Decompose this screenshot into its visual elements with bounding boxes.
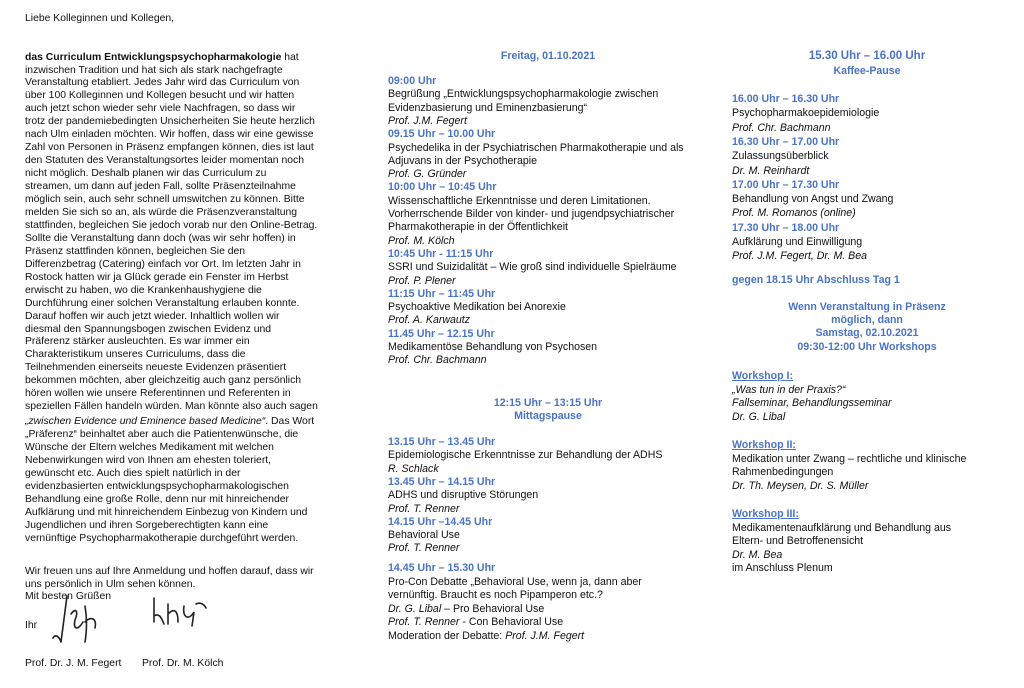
workshop-heading: Workshop II: (732, 439, 796, 451)
session-speaker: Prof. T. Renner (388, 502, 460, 515)
closing-line-3: Mit besten Grüßen (25, 591, 112, 602)
session-time: 16.30 Uhr – 17.00 Uhr (732, 135, 840, 148)
session-title: SSRI und Suizidalität – Wie groß sind individuelle Spielräume (388, 261, 677, 274)
session-time: 16.00 Uhr – 16.30 Uhr (732, 93, 840, 105)
lunch-label: Mittagspause (514, 410, 582, 422)
letter-line: nach Ulm einladen möchten. Wir hoffen, dass wir eine gewisse (25, 129, 314, 141)
letter-line: Behandlung eine große Rolle, denn nur mit hinreichender (25, 493, 289, 505)
workshop-heading: Workshop I: (732, 370, 794, 382)
workshop-line: Medikamentenaufklärung und Behandlung aus (732, 521, 952, 534)
letter-line: Jugendlichen und ihren Sorgeberechtigten kann eine (25, 519, 269, 531)
saturday-line-4: 09:30-12:00 Uhr Workshops (797, 341, 937, 353)
workshop-speaker: Dr. Th. Meysen, Dr. S. Müller (732, 479, 869, 492)
letter-line: auch jetzt schon wieder sehr viele Nachfragen, so dass wir (25, 103, 296, 115)
moderation (388, 630, 584, 643)
closing-line-1: Wir freuen uns auf Ihre Anmeldung und hoffen darauf, dass wir (25, 566, 314, 577)
workshop-extra: im Anschluss Plenum (732, 562, 833, 574)
session-title: Evidenzbasierung und Eminenzbasierung“ (388, 101, 588, 114)
session-speaker: Prof. M. Romanos (online) (732, 207, 856, 220)
coffee-time: 15.30 Uhr – 16.00 Uhr (808, 50, 926, 62)
session-time: 09.15 Uhr – 10.00 Uhr (388, 128, 496, 141)
letter-line: vernünftige Psychopharmakotherapie durchgeführt werden. (25, 532, 299, 544)
letter-line: Rostock hatten wir ja Glück gerade ein Fenster im Herbst (25, 271, 289, 283)
session-title: Pharmakotherapie in der Öffentlichkeit (388, 221, 568, 234)
letter-line: Aufklärung und mit hinreichendem Einbezug von Kindern und (25, 506, 308, 518)
session-speaker: Prof. J.M. Fegert, Dr. M. Bea (732, 250, 868, 263)
debate-con-text: - Con Behavioral Use (459, 616, 564, 628)
letter-line: evidenzbasierten entwicklungspsychopharmakologischen (25, 480, 289, 492)
session-time: 09:00 Uhr (388, 75, 437, 87)
letter-quote-line (25, 415, 314, 428)
workshop-speaker: Dr. M. Bea (732, 548, 783, 561)
letter-line: Präsenz stattfinden können, begleichen Sie den (25, 245, 246, 257)
program-friday-column (388, 0, 723, 688)
letter-line: „Präferenz“ beinhaltet aber auch die Patientenwünsche, die (25, 429, 299, 440)
session-title: Psychopharmakoepidemiologie (732, 107, 880, 120)
letter-column (25, 0, 355, 688)
workshop-line: Medikation unter Zwang – rechtliche und klinische (732, 452, 967, 465)
session-title: Medikamentöse Behandlung von Psychosen (388, 341, 598, 353)
session-title: Aufklärung und Einwilligung (732, 236, 863, 248)
letter-line: nicht möglich. Deshalb planen wir das Curriculum zu (25, 168, 267, 180)
session-title: Begrüßung „Entwicklungspsychopharmakologie zwischen (388, 88, 659, 101)
letter-line: hören wollen wie unsere Referentinnen und Referenten in (25, 388, 291, 400)
quote-italic: „zwischen Evidence und Eminence based Medicine“ (25, 416, 266, 427)
debate-pro-text: – Pro Behavioral Use (441, 603, 545, 615)
letter-line: trotz der pandemiebedingten Unsicherheiten Sie heute herzlich (25, 116, 315, 128)
debate-time: 14.45 Uhr – 15.30 Uhr (388, 562, 496, 574)
session-speaker: Prof. T. Renner (388, 542, 460, 555)
session-speaker: Prof. Chr. Bachmann (732, 121, 831, 134)
letter-line: diesmal den Spannungsbogen zwischen Evidenz und (25, 323, 272, 335)
letter-line: Differenzbetrag (Catering) einfach vor Ort. Im letzten Jahr in (25, 258, 301, 270)
signature-name-1: Prof. Dr. J. M. Fegert (25, 658, 122, 669)
letter-line: gewünscht etc. Auch dies spielt natürlich in der (25, 467, 241, 479)
debate-title-1: Pro-Con Debatte „Behavioral Use, wenn ja, dann aber (388, 576, 642, 588)
letter-line: stattfinden, begleichen Sie jedoch vorab nur den Online-Betrag. (25, 219, 318, 231)
workshop-speaker: Dr. G. Libal (732, 410, 786, 423)
letter-line: Veranstaltung etabliert. Jedes Jahr wird das Curriculum von (25, 77, 300, 89)
session-speaker: Prof. A. Karwautz (388, 314, 471, 327)
session-speaker: Prof. G. Gründer (388, 168, 467, 181)
letter-line: Sollte die Veranstaltung dann doch (was wir sehr hoffen) in (25, 232, 296, 244)
letter-line: Charakteristikum unseres Curriculums, dass die (25, 349, 246, 361)
letter-line: möglich sein, auch sehr schnell umswitchen zu können. Bitte (25, 194, 305, 205)
intro-rest: hat (281, 52, 299, 63)
session-time: 17.00 Uhr – 17.30 Uhr (732, 178, 840, 191)
ihr-label: Ihr (25, 620, 38, 631)
workshop-heading: Workshop III: (732, 508, 799, 520)
debate-con (388, 616, 563, 629)
session-title: Wissenschaftliche Erkenntnisse und deren Limitationen. (388, 194, 651, 207)
session-time: 10:45 Uhr - 11:15 Uhr (388, 247, 494, 260)
closing-line-2: uns persönlich in Ulm sehen können. (25, 579, 196, 590)
session-time: 14.15 Uhr –14.45 Uhr (388, 515, 493, 528)
letter-line: Darauf hoffen wir auch jetzt wieder. Inhaltlich wollen wir (25, 310, 280, 322)
letter-line: Nebenwirkungen wird von Ihnen am ehesten toleriert, (25, 454, 272, 466)
debate-con-name: Prof. T. Renner (388, 616, 460, 628)
letter-line: melden Sie sich so an, als würde die Präsenzveranstaltung (25, 206, 298, 218)
quote-rest: . Das Wort (265, 416, 315, 427)
session-speaker: R. Schlack (388, 462, 439, 475)
intro-bold: das Curriculum Entwicklungspsychopharmakologie (25, 52, 282, 63)
session-title: Psychedelika in der Psychiatrischen Pharmakotherapie und als (388, 141, 684, 154)
session-speaker: Prof. P. Plener (388, 274, 456, 287)
session-speaker: Prof. J.M. Fegert (388, 114, 467, 127)
session-time: 11.45 Uhr – 12.15 Uhr (388, 327, 495, 340)
session-title: Behavioral Use (388, 529, 460, 542)
letter-intro (25, 51, 299, 64)
session-title: Zulassungsüberblick (732, 150, 829, 163)
lunch-time: 12:15 Uhr – 13:15 Uhr (493, 397, 603, 409)
letter-line: erwischt zu haben, wo die Krankenhaushygiene die (25, 284, 262, 296)
letter-line: Präferenz stärker ausleuchten. Es war immer ein (25, 336, 250, 348)
workshop-line: Fallseminar, Behandlungsseminar (732, 397, 892, 409)
session-time: 11:15 Uhr – 11:45 Uhr (388, 287, 496, 300)
session-time: 13.15 Uhr – 13.45 Uhr (388, 436, 496, 448)
friday-date: Freitag, 01.10.2021 (500, 50, 596, 62)
session-speaker: Dr. M. Reinhardt (732, 164, 810, 177)
letter-line: Durchführung einer solchen Veranstaltung erlauben konnte. (25, 297, 300, 309)
session-title: Behandlung von Angst und Zwang (732, 193, 894, 206)
coffee-label: Kaffee-Pause (833, 65, 901, 77)
letter-line: den Statuten des Veranstaltungsortes leider momentan noch (25, 155, 304, 167)
letter-line: Teilnehmenden einerseits neueste Evidenzen präsentiert (25, 362, 287, 374)
workshop-line: Eltern- und Betroffenensicht (732, 535, 864, 547)
saturday-line-2: möglich, dann (831, 314, 903, 326)
session-title: Adjuvans in der Psychotherapie (388, 154, 537, 167)
session-title: ADHS und disruptive Störungen (388, 489, 539, 502)
program-right-column (732, 0, 1017, 688)
signature-fegert (49, 592, 109, 648)
signature-koelch (150, 594, 210, 630)
debate-title-2: vernünftig. Braucht es noch Pipamperon etc.? (388, 589, 603, 601)
session-time: 10:00 Uhr – 10:45 Uhr (388, 181, 497, 194)
moderation-label: Moderation der Debatte: (388, 630, 506, 642)
letter-line: inzwischen Tradition und hat sich als stark nachgefragte (25, 64, 283, 76)
session-speaker: Prof. M. Kölch (388, 234, 455, 247)
debate-pro-name: Dr. G. Libal (388, 603, 442, 615)
session-time: 13.45 Uhr – 14.15 Uhr (388, 475, 496, 488)
session-title: Vorherrschende Bilder von kinder- und jugendpsychiatrischer (388, 208, 675, 220)
workshop-line: Rahmenbedingungen (732, 466, 834, 478)
moderation-name: Prof. J.M. Fegert (505, 630, 585, 642)
letter-line: speziellen Fällen handeln würden. Man könnte also auch sagen (25, 401, 318, 413)
debate-pro (388, 603, 544, 616)
session-title: Psychoaktive Medikation bei Anorexie (388, 301, 566, 314)
session-title: Epidemiologische Erkenntnisse zur Behandlung der ADHS (388, 449, 663, 462)
letter-line: Zahl von Personen in Präsenz empfangen können, dies ist laut (25, 142, 314, 154)
letter-line: über 100 Kolleginnen und Kollegen besucht und wir hatten (25, 90, 295, 102)
session-speaker: Prof. Chr. Bachmann (388, 354, 487, 367)
signature-name-2: Prof. Dr. M. Kölch (142, 658, 224, 669)
letter-line: bekommen möchten, aber gleichzeitig auch ganz persönlich (25, 375, 302, 387)
saturday-line-3: Samstag, 02.10.2021 (815, 327, 919, 339)
letter-line: streamen, um dann auf jeden Fall, sollte Präsenzteilnahme (25, 181, 296, 193)
saturday-line-1: Wenn Veranstaltung in Präsenz (788, 301, 946, 313)
salutation: Liebe Kolleginnen und Kollegen, (25, 13, 175, 24)
end-day: gegen 18.15 Uhr Abschluss Tag 1 (732, 274, 900, 286)
workshop-line: „Was tun in der Praxis?“ (732, 383, 846, 396)
letter-line: Wünsche der Eltern welches Medikament mit welchen (25, 441, 274, 453)
session-time: 17.30 Uhr – 18.00 Uhr (732, 221, 840, 234)
